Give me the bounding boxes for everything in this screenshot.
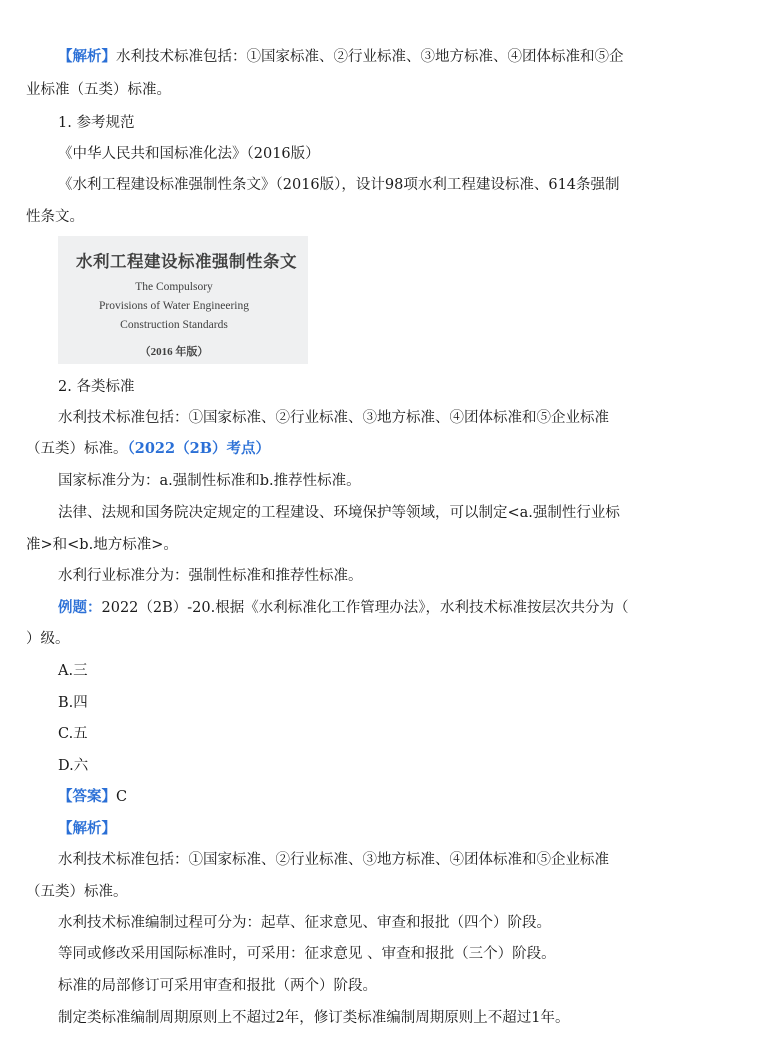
cover-title-en-3: Construction Standards — [120, 319, 228, 331]
types-p1-text: （五类）标准。 — [26, 441, 128, 457]
option-c: C.五 — [58, 726, 88, 742]
option-a: A.三 — [58, 663, 88, 679]
types-p4: 水利行业标准分为：强制性标准和推荐性标准。 — [58, 568, 363, 584]
types-p1-line-1: 水利技术标准包括：①国家标准、②行业标准、③地方标准、④团体标准和⑤企业标准 — [58, 410, 609, 426]
example-analysis-label: 【解析】 — [58, 820, 116, 837]
cover-edition: （2016 年版） — [139, 346, 209, 358]
example-question-line-1 — [58, 598, 764, 618]
example-analysis-5: 制定类标准编制周期原则上不超过2年，修订类标准编制周期原则上不超过1年。 — [58, 1010, 570, 1026]
ref-item-1: 《中华人民共和国标准化法》（2016版） — [58, 146, 320, 162]
types-p3-line-2: 准>和<b.地方标准>。 — [26, 537, 178, 553]
option-b: B.四 — [58, 695, 88, 711]
answer-value: C — [116, 789, 128, 805]
example-analysis-2: 水利技术标准编制过程可分为：起草、征求意见、审查和报批（四个）阶段。 — [58, 915, 551, 931]
example-label: 例题： — [58, 599, 102, 616]
analysis-line-2: 业标准（五类）标准。 — [26, 82, 171, 98]
ref-item-2-line-1: 《水利工程建设标准强制性条文》（2016版），设计98项水利工程建设标准、614条强制 — [58, 177, 620, 193]
example-analysis-4: 标准的局部修订可采用审查和报批（两个）阶段。 — [58, 978, 377, 994]
example-analysis-1-line-2: （五类）标准。 — [26, 884, 128, 900]
book-cover-image — [58, 236, 308, 364]
example-analysis-3: 等同或修改采用国际标准时，可采用：征求意见 、审查和报批（三个）阶段。 — [58, 946, 556, 962]
types-p3-line-1: 法律、法规和国务院决定规定的工程建设、环境保护等领域，可以制定<a.强制性行业标 — [58, 505, 620, 521]
example-question-line-2: ）级。 — [26, 631, 70, 647]
types-p2: 国家标准分为：a.强制性标准和b.推荐性标准。 — [58, 473, 361, 489]
answer-label: 【答案】 — [58, 788, 116, 805]
ref-item-2-line-2: 性条文。 — [26, 209, 84, 225]
example-question-text: 2022（2B）-20.根据《水利标准化工作管理办法》，水利技术标准按层次共分为（ — [101, 600, 629, 616]
analysis-text-1: 水利技术标准包括：①国家标准、②行业标准、③地方标准、④团体标准和⑤企 — [116, 49, 624, 65]
analysis-label: 【解析】 — [58, 48, 116, 65]
answer-line — [58, 787, 764, 807]
analysis-line-1 — [58, 47, 764, 67]
exam-point-tag: （2022（2B）考点） — [127, 440, 270, 457]
cover-title-en-2: Provisions of Water Engineering — [99, 300, 249, 312]
cover-title-cn: 水利工程建设标准强制性条文 — [76, 252, 297, 271]
example-analysis-1-line-1: 水利技术标准包括：①国家标准、②行业标准、③地方标准、④团体标准和⑤企业标准 — [58, 852, 609, 868]
types-p1-line-2 — [26, 439, 764, 459]
types-heading: 2. 各类标准 — [58, 379, 135, 395]
option-d: D.六 — [58, 758, 89, 774]
cover-title-en-1: The Compulsory — [135, 281, 213, 293]
ref-heading: 1. 参考规范 — [58, 115, 135, 131]
